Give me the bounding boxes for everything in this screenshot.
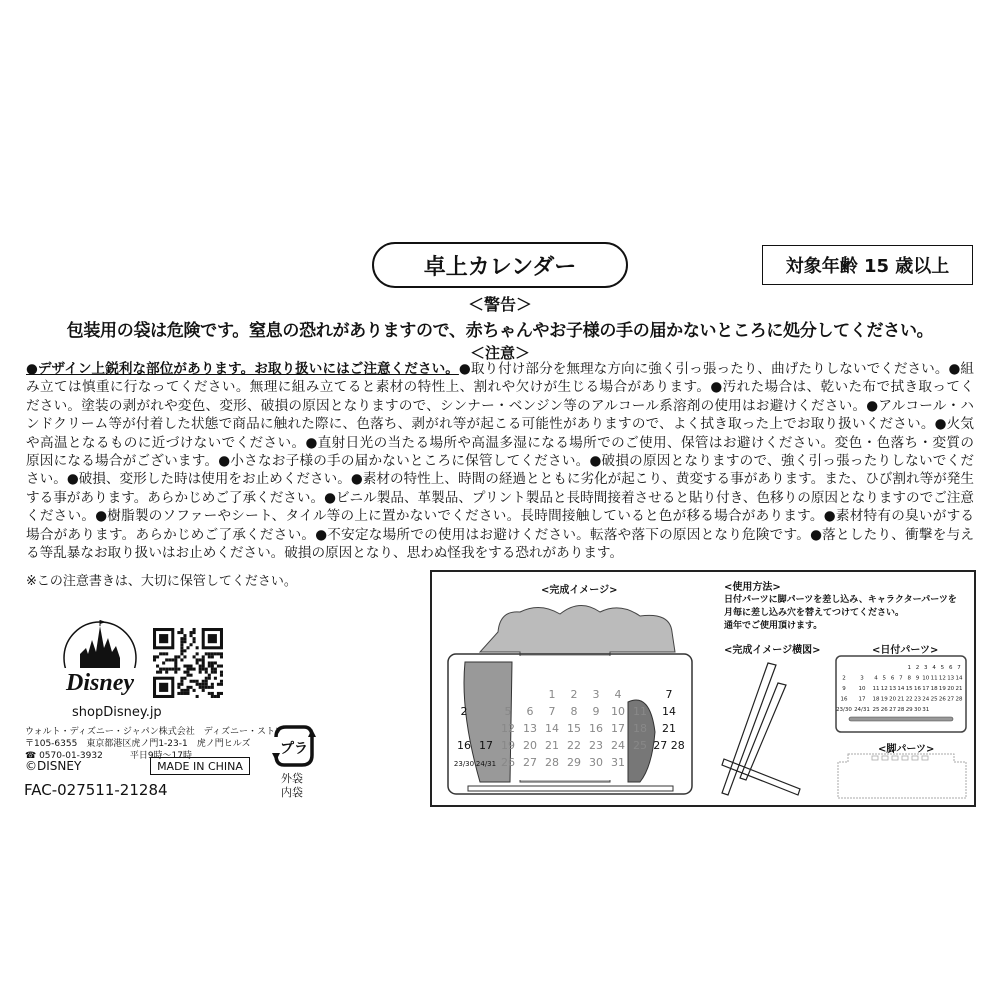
age-badge (762, 245, 973, 285)
calendar-date: 2 (915, 665, 920, 671)
calendar-date: 3 (860, 675, 864, 682)
calendar-date: 15 (567, 722, 581, 735)
calendar-date: 27 28 (653, 739, 685, 752)
caution-line: ださい。塗装の剥がれや変色、変形、破損の原因となりますので、シンナー・ベンジン等のアルコール系溶剤の使用はお避けください。●アルコール・ハ (26, 397, 974, 414)
calendar-date: 18 (872, 696, 880, 703)
calendar-date: 26 (501, 756, 515, 769)
side-view-illustration (720, 655, 830, 800)
calendar-date: 9 (915, 675, 920, 682)
calendar-date: 24/31 (854, 707, 870, 713)
date-part-label: <日付パーツ> (872, 645, 939, 656)
complete-image-label: <完成イメージ> (541, 585, 618, 596)
svg-text:Disney: Disney (66, 670, 134, 696)
calendar-date: 31 (922, 707, 930, 713)
calendar-date: 1 (548, 688, 556, 701)
calendar-date: 29 (567, 756, 581, 769)
calendar-date: 12 (880, 686, 888, 692)
company-line: ウォルト・ディズニー・ジャパン株式会社 ディズニー・ストア (25, 727, 284, 737)
usage-line: 通年でご使用頂けます。 (724, 621, 823, 631)
calendar-date: 7 (957, 665, 961, 671)
calendar-date: 25 (633, 739, 647, 752)
calendar-date: 25 (872, 707, 880, 713)
calendar-date: 20 (523, 739, 537, 752)
calendar-date: 10 (858, 686, 866, 692)
calendar-date: 4 (932, 665, 936, 671)
calendar-date: 16 (914, 686, 921, 692)
product-code: FAC-027511-21284 (24, 781, 168, 799)
company-phone: ☎ 0570-01-3932 平日9時～17時 (25, 751, 193, 761)
calendar-date: 14 (897, 686, 905, 692)
shop-url[interactable]: shopDisney.jp (72, 705, 162, 720)
calendar-date: 30 (589, 756, 603, 769)
calendar-date: 27 (523, 756, 537, 769)
calendar-date: 14 (545, 722, 559, 735)
calendar-date: 9 (842, 686, 846, 692)
recycle-inner: 内袋 (281, 786, 303, 799)
caution-line: ンドクリーム等が付着した状態で商品に触れた際に、色落ち、剥がれ等が起こる可能性がありますので、よく拭き取った上でお取り扱いください。●火気 (26, 416, 974, 433)
calendar-date: 28 (955, 696, 963, 703)
calendar-date: 21 (545, 739, 559, 752)
calendar-date: 6 (526, 705, 534, 718)
calendar-date: 17 (922, 686, 930, 692)
calendar-date: 19 (880, 696, 888, 703)
calendar-date: 13 (889, 686, 897, 692)
calendar-date: 14 (955, 675, 963, 682)
calendar-date: 28 (545, 756, 559, 769)
caution-line: る等乱暴なお取り扱いはお止めください。破損の原因となり、思わぬ怪我をする恐れがあります。 (26, 545, 624, 562)
footnote: ※この注意書きは、大切に保管してください。 (26, 574, 297, 589)
usage-label: <使用方法> (724, 582, 781, 593)
calendar-date: 8 (907, 675, 911, 682)
calendar-date: 23/30 (453, 760, 475, 768)
caution-line: み立ては慎重に行なってください。無理に組み立てると素材の特性上、割れや欠けが生じる場合があります。●汚れた場合は、乾いた布で拭き取ってく (26, 379, 974, 396)
calendar-date: 21 (955, 686, 963, 692)
calendar-date: 27 (947, 696, 955, 703)
caution-line: する事があります。あらかじめご了承ください。●ビニル製品、革製品、プリント製品と長時間接着させると貼り付き、色移りの原因となりますのでご注意 (26, 489, 974, 506)
caution-line: さい。●破損、変形した時は使用をお止めください。●素材の特性上、時間の経過とともに劣化が起こり、黄変する事があります。また、ひび割れ等が発生 (26, 471, 974, 488)
calendar-date: 13 (523, 722, 537, 735)
calendar-date: 9 (592, 705, 600, 718)
warning-heading: ＜警告＞ (467, 295, 532, 314)
calendar-date: 4 (874, 675, 878, 682)
qr-code[interactable] (153, 628, 223, 698)
usage-line: 日付パーツに脚パーツを差し込み、キャラクターパーツを (724, 595, 957, 605)
calendar-date: 11 (872, 686, 880, 692)
calendar-date: 21 (662, 722, 676, 735)
calendar-date: 29 (905, 707, 913, 713)
calendar-date: 5 (504, 705, 512, 718)
calendar-date: 5 (882, 675, 887, 682)
calendar-date: 3 (924, 665, 928, 671)
calendar-date: 16 (457, 739, 471, 752)
calendar-date: 23 (589, 739, 603, 752)
calendar-date: 18 (930, 686, 938, 692)
leg-part-label: <脚パーツ> (878, 744, 935, 755)
calendar-date: 21 (897, 696, 905, 703)
calendar-date: 23 (914, 696, 921, 703)
usage-line: 月毎に差し込み穴を替えてつけてください。 (724, 608, 905, 618)
calendar-date: 6 (890, 675, 895, 682)
caution-line: ください。●樹脂製のソファーやシート、タイル等の上に置かないでください。長時間接触していると色が移る場合があります。●素材特有の臭いがする (26, 508, 974, 525)
calendar-date: 10 (611, 705, 625, 718)
calendar-date: 4 (614, 688, 622, 701)
calendar-date: 12 (501, 722, 515, 735)
calendar-date: 22 (905, 696, 913, 703)
calendar-date: 2 (460, 705, 468, 718)
warning-text: 包装用の袋は危険です。窒息の恐れがありますので、赤ちゃんやお子様の手の届かないところに処分してください。 (66, 321, 934, 341)
caution-text: ●取り付け部分を無理な方向に強く引っ張ったり、曲げたりしないでください。●組 (458, 361, 974, 377)
calendar-date: 26 (938, 696, 946, 703)
calendar-date: 12 (938, 675, 946, 682)
calendar-date: 16 (840, 696, 848, 703)
calendar-date: 28 (897, 707, 905, 713)
caution-bold: ●デザイン上鋭利な部位があります。お取り扱いにはご注意ください。 (26, 361, 459, 377)
caution-heading: ＜注意＞ (469, 344, 530, 362)
calendar-date: 17 (479, 739, 493, 752)
calendar-date: 25 (930, 696, 938, 703)
calendar-date: 6 (948, 665, 953, 671)
leg-part-illustration (836, 752, 968, 802)
calendar-date: 18 (633, 722, 647, 735)
calendar-date: 2 (570, 688, 578, 701)
made-in-badge (150, 757, 250, 775)
calendar-date: 27 (889, 707, 897, 713)
calendar-date: 16 (589, 722, 603, 735)
age-badge-text: 対象年齢 15 歳以上 (785, 256, 950, 277)
calendar-date: 26 (880, 707, 888, 713)
recycle-mark-text: プラ (280, 741, 308, 757)
caution-body (26, 360, 974, 562)
copyright: ©DISNEY (25, 759, 82, 773)
calendar-date: 31 (611, 756, 625, 769)
calendar-date: 11 (930, 675, 938, 682)
calendar-date: 15 (905, 686, 913, 692)
date-part-illustration (835, 655, 967, 733)
caution-line: 原因になる場合がございます。●小さなお子様の手の届かないところに保管してください。●破損の原因となりますので、強く引っ張ったりしないでくだ (26, 453, 974, 470)
calendar-date: 24/31 (475, 760, 497, 768)
calendar-date: 30 (914, 707, 921, 713)
calendar-date: 22 (567, 739, 581, 752)
calendar-date: 7 (548, 705, 556, 718)
calendar-date: 24 (922, 696, 930, 703)
product-title (372, 242, 628, 288)
complete-image-illustration (440, 592, 695, 798)
calendar-date: 17 (611, 722, 625, 735)
calendar-date: 11 (633, 705, 647, 718)
calendar-date: 1 (907, 665, 911, 671)
calendar-date: 3 (592, 688, 600, 701)
caution-line (26, 360, 974, 378)
recycle-outer: 外袋 (281, 772, 303, 785)
calendar-date: 20 (889, 696, 897, 703)
calendar-date: 10 (922, 675, 930, 682)
disney-logo (50, 618, 150, 703)
product-title-text: 卓上カレンダー (423, 254, 577, 280)
calendar-date: 13 (947, 675, 955, 682)
calendar-date: 8 (570, 705, 578, 718)
calendar-date: 2 (842, 675, 846, 682)
caution-line: や高温となるものに近づけないでください。●直射日光の当たる場所や高温多湿になる場所でのご使用、保管はお避けください。変色・色落ち・変質の (26, 434, 974, 451)
made-in-text: MADE IN CHINA (157, 759, 243, 773)
plastic-recycle-icon (270, 723, 316, 769)
calendar-date: 5 (940, 665, 945, 671)
calendar-date: 7 (899, 675, 903, 682)
calendar-date: 24 (611, 739, 625, 752)
side-view-label: <完成イメージ横図> (724, 645, 821, 656)
calendar-date: 23/30 (836, 707, 852, 713)
calendar-date: 14 (662, 705, 676, 718)
calendar-date: 17 (858, 696, 866, 703)
calendar-date: 19 (938, 686, 946, 692)
caution-line: 場合があります。あらかじめご了承ください。●不安定な場所での使用はお避けください。転落や落下の原因となり危険です。●落としたり、衝撃を与え (26, 526, 974, 543)
company-address: 〒105-6355 東京都港区虎ノ門1-23-1 虎ノ門ヒルズ (25, 739, 251, 749)
calendar-date: 19 (501, 739, 515, 752)
calendar-date: 7 (665, 688, 673, 701)
calendar-date: 20 (947, 686, 955, 692)
